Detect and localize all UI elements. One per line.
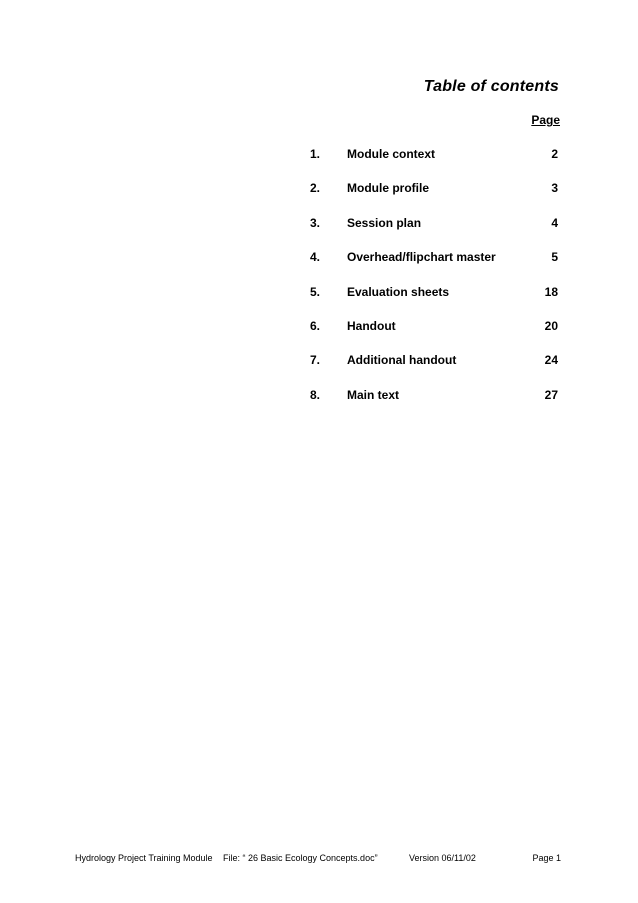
toc-entry-page: 3 — [551, 181, 558, 196]
toc-entry-module-profile — [310, 181, 560, 215]
toc-list — [310, 147, 560, 422]
toc-entry-overhead-flipchart-master — [310, 250, 560, 284]
toc-entry-page: 27 — [544, 387, 558, 402]
toc-entry-page: 4 — [551, 215, 558, 230]
toc-entry-number: 5. — [310, 284, 321, 299]
footer-file-name: File: “ 26 Basic Ecology Concepts.doc” — [223, 853, 378, 863]
toc-entry-label: Additional handout — [347, 353, 457, 368]
toc-entry-handout — [310, 319, 560, 353]
toc-entry-label: Main text — [347, 387, 400, 402]
footer-module-name: Hydrology Project Training Module — [75, 853, 213, 863]
page-column-heading: Page — [531, 113, 560, 127]
footer-version: Version 06/11/02 — [409, 853, 476, 863]
toc-entry-module-context — [310, 147, 560, 181]
toc-entry-label: Module profile — [347, 181, 429, 196]
toc-entry-number: 2. — [310, 181, 321, 196]
toc-entry-page: 5 — [551, 250, 558, 265]
toc-entry-number: 3. — [310, 215, 321, 230]
footer-page-number: Page 1 — [532, 853, 561, 863]
toc-entry-number: 4. — [310, 250, 321, 265]
toc-entry-page: 24 — [544, 353, 558, 368]
toc-entry-page: 2 — [551, 147, 558, 161]
toc-entry-additional-handout — [310, 353, 560, 387]
toc-entry-label: Module context — [347, 147, 436, 161]
toc-entry-label: Overhead/flipchart master — [347, 250, 496, 265]
toc-entry-number: 8. — [310, 387, 321, 402]
toc-entry-evaluation-sheets — [310, 285, 560, 319]
toc-entry-number: 7. — [310, 353, 321, 368]
toc-entry-number: 6. — [310, 318, 321, 333]
toc-entry-page: 20 — [544, 318, 558, 333]
toc-entry-number: 1. — [310, 147, 321, 161]
toc-title: Table of contents — [423, 78, 559, 95]
toc-entry-session-plan — [310, 216, 560, 250]
page-footer — [75, 853, 561, 867]
toc-entry-main-text — [310, 388, 560, 422]
toc-entry-label: Session plan — [347, 215, 422, 230]
toc-entry-label: Evaluation sheets — [347, 284, 450, 299]
toc-entry-label: Handout — [347, 318, 396, 333]
toc-entry-page: 18 — [544, 284, 558, 299]
